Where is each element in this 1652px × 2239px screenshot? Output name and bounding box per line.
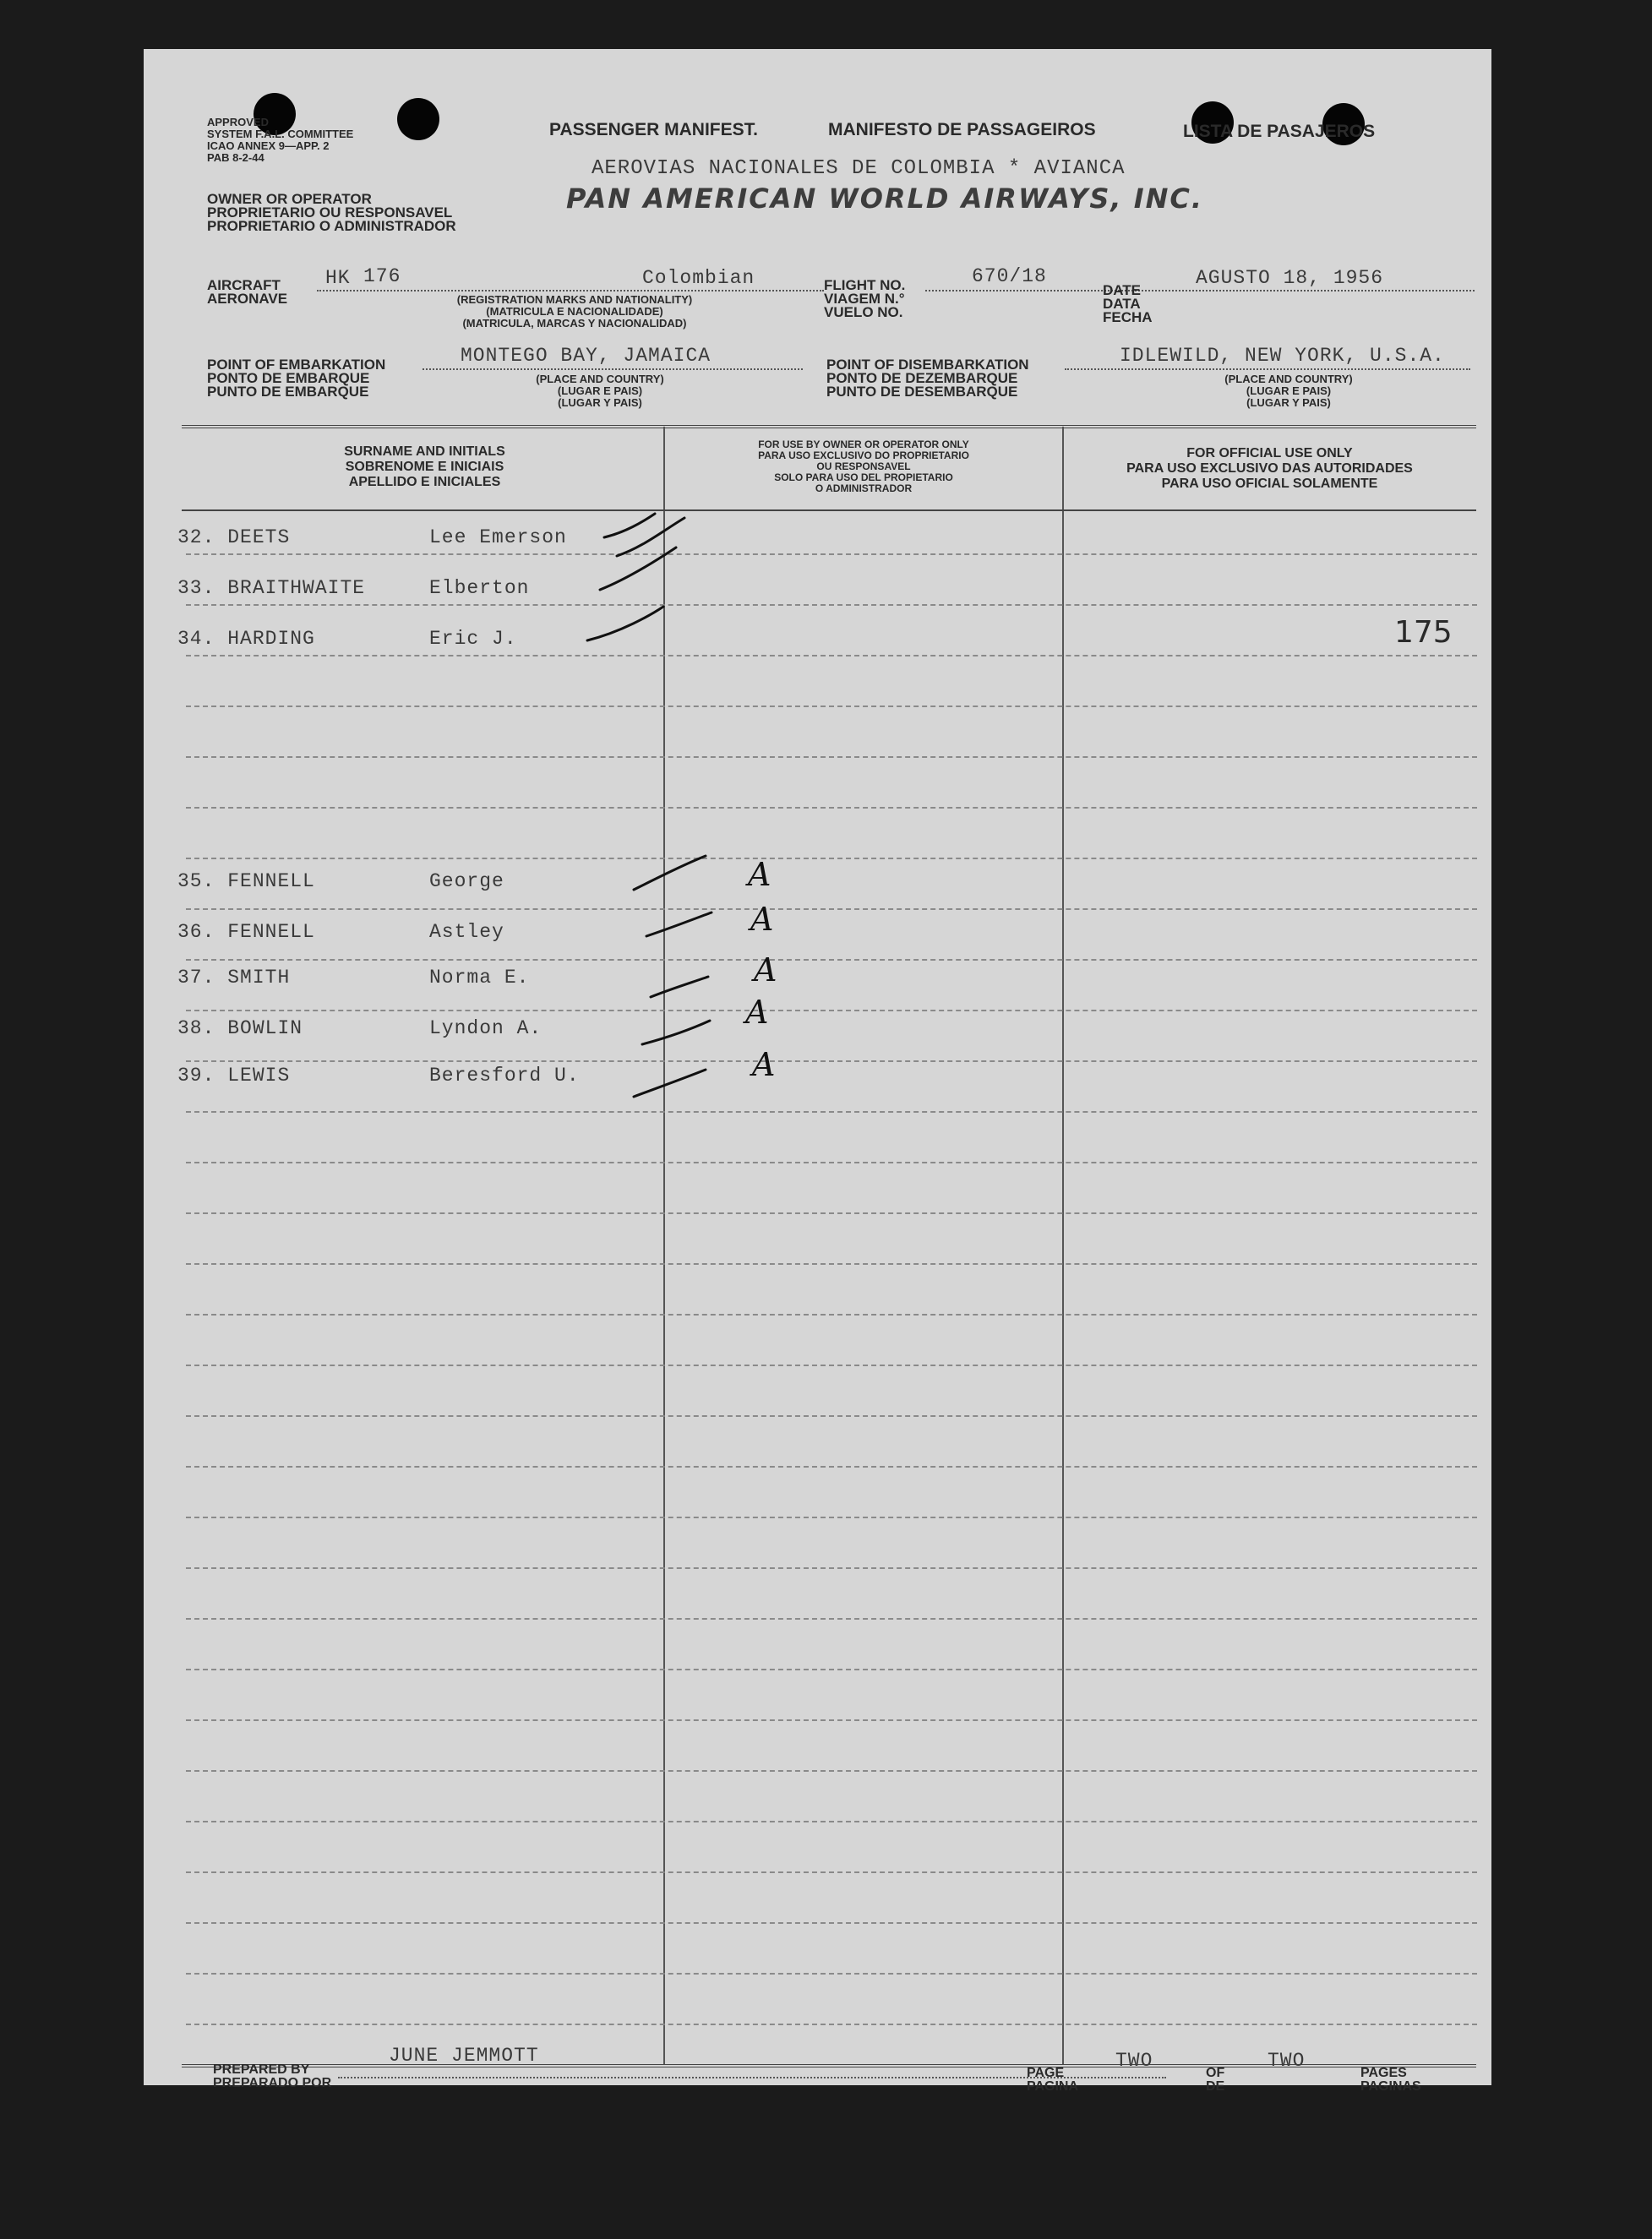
owner-label: OWNER OR OPERATOR PROPRIETARIO OU RESPONSAVEL PROPRIETARIO O ADMINISTRADOR — [207, 191, 456, 234]
handwritten-mark: A — [750, 901, 774, 938]
passenger-given-name: Astley — [429, 921, 504, 943]
aircraft-label: AIRCRAFT AERONAVE — [207, 277, 288, 307]
col-header-names: SURNAME AND INITIALS SOBRENOME E INICIAIS APELLIDO E INICIALES — [344, 444, 505, 489]
handwritten-mark: A — [748, 856, 771, 893]
embark-label: POINT OF EMBARKATION PONTO DE EMBARQUE PUNTO DE EMBARQUE — [207, 357, 386, 400]
manifest-page — [144, 49, 1491, 2094]
handwritten-mark: A — [754, 951, 777, 989]
disembark-label: POINT OF DISEMBARKATION PONTO DE DEZEMBARQUE PUNTO DE DESEMBARQUE — [826, 357, 1029, 400]
embark-place-note: (PLACE AND COUNTRY) (LUGAR E PAIS) (LUGAR Y PAIS) — [536, 373, 664, 409]
passenger-given-name: Lyndon A. — [429, 1017, 542, 1039]
approval-block: APPROVED SYSTEM F.A.L. COMMITTEE ICAO ANNEX 9—APP. 2 PAB 8-2-44 — [207, 116, 354, 164]
disembark-place-note: (PLACE AND COUNTRY) (LUGAR E PAIS) (LUGAR Y PAIS) — [1224, 373, 1353, 409]
passenger-given-name: Lee Emerson — [429, 526, 567, 548]
table-row: 39. LEWIS — [177, 1065, 291, 1087]
of-label: OF DE — [1206, 2066, 1225, 2094]
passenger-given-name: Eric J. — [429, 628, 517, 650]
page-number: TWO — [1115, 2050, 1153, 2072]
aircraft-nationality: Colombian — [642, 267, 755, 289]
handwritten-mark: A — [752, 1046, 776, 1083]
operator-line-2: PAN AMERICAN WORLD AIRWAYS, INC. — [566, 182, 1204, 215]
page-total: TWO — [1268, 2050, 1306, 2072]
passenger-given-name: George — [429, 870, 504, 892]
aircraft-prefix: HK — [325, 267, 351, 289]
check-strokes — [144, 49, 1491, 2085]
table-row: 35. FENNELL — [177, 870, 315, 892]
table-row: 32. DEETS — [177, 526, 291, 548]
date-label: DATE DATA FECHA — [1103, 282, 1153, 325]
title-portuguese: MANIFESTO DE PASSAGEIROS — [828, 120, 1096, 139]
title-spanish: LISTA DE PASAJEROS — [1183, 122, 1376, 141]
passenger-given-name: Norma E. — [429, 967, 530, 989]
prepared-label: PREPARED BY PREPARADO POR — [213, 2062, 332, 2090]
col-header-owner-use: FOR USE BY OWNER OR OPERATOR ONLY PARA USO EXCLUSIVO DO PROPRIETARIO OU RESPONSAVEL SOLO PARA USO DEL PROPIETARIO O ADMINISTRADOR — [758, 439, 969, 494]
passenger-given-name: Elberton — [429, 577, 530, 599]
col-header-official: FOR OFFICIAL USE ONLY PARA USO EXCLUSIVO DAS AUTORIDADES PARA USO OFICIAL SOLAMENTE — [1126, 446, 1413, 491]
flight-number: 670/18 — [972, 265, 1047, 287]
pages-label: PAGES PAGINAS — [1360, 2066, 1421, 2094]
table-row: 37. SMITH — [177, 967, 291, 989]
prepared-by: JUNE JEMMOTT — [389, 2045, 539, 2067]
table-row: 36. FENNELL — [177, 921, 315, 943]
disembark-place: IDLEWILD, NEW YORK, U.S.A. — [1120, 345, 1445, 367]
table-row: 33. BRAITHWAITE — [177, 577, 366, 599]
title-english: PASSENGER MANIFEST. — [549, 120, 758, 139]
registration-note: (REGISTRATION MARKS AND NATIONALITY) (MATRICULA E NACIONALIDADE) (MATRICULA, MARCAS Y NACIONALIDAD) — [456, 293, 693, 330]
operator-line-1: AEROVIAS NACIONALES DE COLOMBIA * AVIANCA — [592, 157, 1126, 180]
official-number: 175 — [1394, 615, 1453, 650]
embark-place: MONTEGO BAY, JAMAICA — [461, 345, 712, 367]
flight-date: AGUSTO 18, 1956 — [1196, 267, 1384, 289]
handwritten-mark: A — [745, 994, 769, 1031]
aircraft-number: 176 — [363, 265, 401, 287]
flight-label: FLIGHT NO. VIAGEM N.° VUELO NO. — [824, 277, 906, 320]
passenger-given-name: Beresford U. — [429, 1065, 580, 1087]
page-label: PAGE PAGINA — [1027, 2066, 1079, 2094]
table-row: 38. BOWLIN — [177, 1017, 303, 1039]
table-row: 34. HARDING — [177, 628, 315, 650]
